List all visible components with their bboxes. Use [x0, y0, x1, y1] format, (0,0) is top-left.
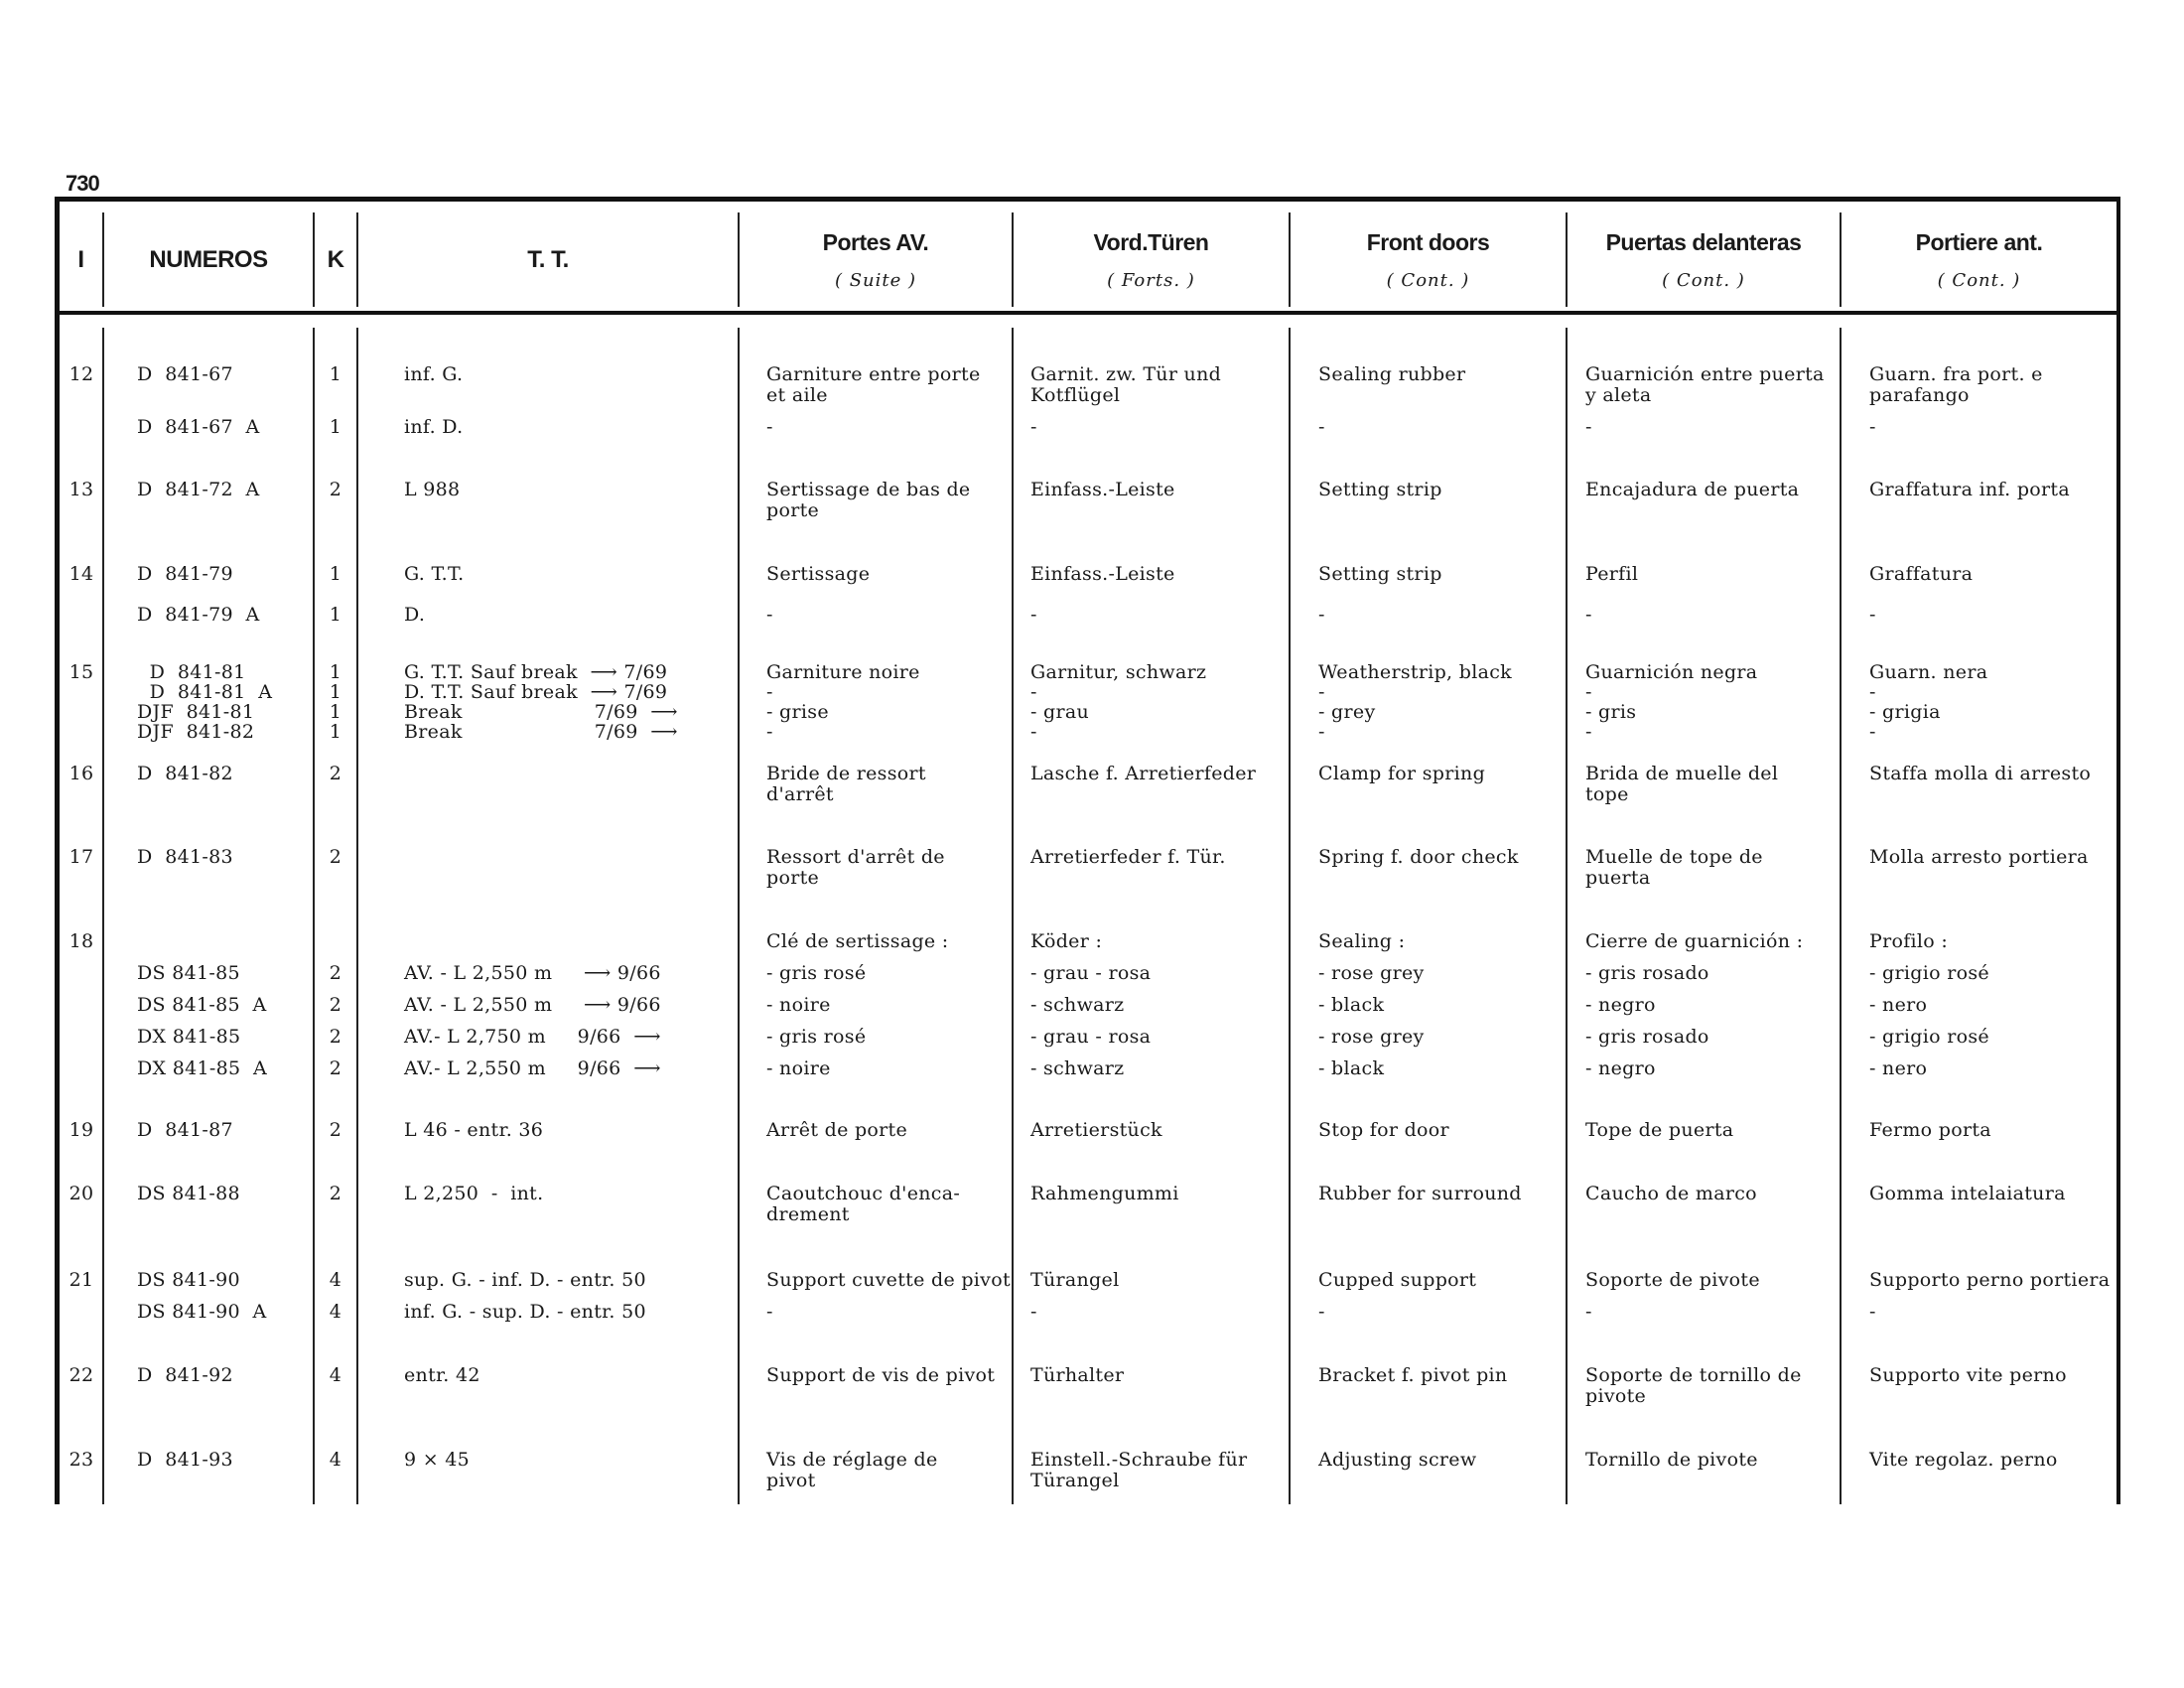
german-desc-cell: Lasche f. Arretierfeder [1030, 763, 1257, 784]
row-index-cell: 23 [68, 1449, 94, 1471]
part-number-cell: D 841-87 [137, 1119, 233, 1141]
part-number-cell: DS 841-90 [137, 1269, 240, 1291]
header-separator [55, 311, 2120, 315]
spanish-desc-cell: Soporte de pivote [1585, 1269, 1760, 1291]
header-german-title: Vord.Türen [1093, 228, 1209, 255]
part-number-cell: D 841-82 [137, 763, 233, 784]
german-desc-cell: Arretierfeder f. Tür. [1030, 846, 1226, 868]
italian-desc-cell: Profilo : [1869, 930, 1949, 952]
header-k-label: K [327, 245, 344, 273]
english-desc-cell: Clamp for spring [1318, 763, 1486, 784]
french-desc-cell: Sertissage de bas de porte [766, 479, 971, 521]
spanish-desc-cell: - gris rosado [1585, 962, 1709, 984]
header-english-sub: ( Cont. ) [1386, 269, 1470, 291]
quantity-cell: 2 [329, 962, 342, 984]
quantity-cell: 4 [329, 1364, 342, 1386]
spanish-desc-cell: - gris rosado [1585, 1026, 1709, 1048]
german-desc-cell: - [1030, 416, 1037, 438]
spanish-desc-cell: - negro [1585, 994, 1656, 1016]
part-number-cell: D 841-81 D 841-81 A DJF 841-81 DJF 841-82 [137, 661, 273, 743]
tt-cell: D. [404, 604, 426, 626]
german-desc-cell: Einstell.-Schraube für Türangel [1030, 1449, 1248, 1491]
italian-desc-cell: Guarn. fra port. e parafango [1869, 363, 2043, 406]
german-desc-cell: Türhalter [1030, 1364, 1125, 1386]
spanish-desc-cell: Guarnición negra - - gris - [1585, 661, 1758, 743]
part-number-cell: D 841-67 A [137, 416, 260, 438]
header-english [1291, 212, 1566, 307]
english-desc-cell: Rubber for surround [1318, 1183, 1522, 1204]
french-desc-cell: Sertissage [766, 563, 871, 585]
english-desc-cell: - black [1318, 1057, 1385, 1079]
quantity-cell: 1 [329, 363, 342, 385]
tt-cell: L 988 [404, 479, 461, 500]
english-desc-cell: Sealing rubber [1318, 363, 1466, 385]
french-desc-cell: Ressort d'arrêt de porte [766, 846, 945, 889]
spanish-desc-cell: Perfil [1585, 563, 1639, 585]
quantity-cell: 4 [329, 1269, 342, 1291]
italian-desc-cell: Staffa molla di arresto [1869, 763, 2092, 784]
quantity-cell: 2 [329, 1119, 342, 1141]
header-k [315, 212, 356, 307]
header-tt-label: T. T. [527, 245, 569, 273]
page-number: 730 [66, 171, 99, 196]
german-desc-cell: Rahmengummi [1030, 1183, 1179, 1204]
german-desc-cell: - grau - rosa [1030, 1026, 1152, 1048]
quantity-cell: 2 [329, 994, 342, 1016]
english-desc-cell: Adjusting screw [1318, 1449, 1477, 1471]
header-spanish-sub: ( Cont. ) [1662, 269, 1745, 291]
french-desc-cell: Clé de sertissage : [766, 930, 949, 952]
part-number-cell: DX 841-85 [137, 1026, 241, 1048]
part-number-cell: D 841-79 [137, 563, 233, 585]
french-desc-cell: Support cuvette de pivot [766, 1269, 1011, 1291]
german-desc-cell: - [1030, 1301, 1037, 1323]
quantity-cell: 2 [329, 1026, 342, 1048]
part-number-cell: DX 841-85 A [137, 1057, 268, 1079]
spanish-desc-cell: Tope de puerta [1585, 1119, 1734, 1141]
german-desc-cell: - [1030, 604, 1037, 626]
french-desc-cell: - [766, 1301, 773, 1323]
german-desc-cell: - schwarz [1030, 994, 1125, 1016]
quantity-cell: 2 [329, 763, 342, 784]
tt-cell: 9 × 45 [404, 1449, 471, 1471]
quantity-cell: 1 1 1 1 [329, 661, 342, 743]
header-index-label: I [77, 245, 84, 273]
header-german-sub: ( Forts. ) [1107, 269, 1195, 291]
spanish-desc-cell: Guarnición entre puerta y aleta [1585, 363, 1825, 406]
english-desc-cell: Sealing : [1318, 930, 1406, 952]
italian-desc-cell: Vite regolaz. perno [1869, 1449, 2058, 1471]
german-desc-cell: Türangel [1030, 1269, 1120, 1291]
english-desc-cell: - rose grey [1318, 962, 1425, 984]
english-desc-cell: - rose grey [1318, 1026, 1425, 1048]
italian-desc-cell: - [1869, 416, 1876, 438]
tt-cell: G. T.T. [404, 563, 465, 585]
row-index-cell: 18 [68, 930, 94, 952]
german-desc-cell: Garnit. zw. Tür und Kotflügel [1030, 363, 1222, 406]
english-desc-cell: - [1318, 416, 1325, 438]
german-desc-cell: - schwarz [1030, 1057, 1125, 1079]
italian-desc-cell: Supporto vite perno [1869, 1364, 2067, 1386]
tt-cell: AV.- L 2,550 m 9/66 ⟶ [404, 1057, 661, 1079]
english-desc-cell: - [1318, 604, 1325, 626]
french-desc-cell: - gris rosé [766, 962, 867, 984]
italian-desc-cell: Guarn. nera - - grigia - [1869, 661, 1988, 743]
header-french-title: Portes AV. [822, 228, 929, 255]
french-desc-cell: - gris rosé [766, 1026, 867, 1048]
tt-cell: G. T.T. Sauf break ⟶ 7/69 D. T.T. Sauf break ⟶ 7/69 Break 7/69 ⟶ Break 7/69 ⟶ [404, 661, 678, 743]
german-desc-cell: Köder : [1030, 930, 1103, 952]
french-desc-cell: Arrêt de porte [766, 1119, 908, 1141]
spanish-desc-cell: Soporte de tornillo de pivote [1585, 1364, 1802, 1407]
french-desc-cell: Vis de réglage de pivot [766, 1449, 938, 1491]
row-index-cell: 21 [68, 1269, 94, 1291]
header-numeros [104, 212, 313, 307]
italian-desc-cell: - [1869, 1301, 1876, 1323]
spanish-desc-cell: Caucho de marco [1585, 1183, 1757, 1204]
german-desc-cell: Einfass.-Leiste [1030, 563, 1175, 585]
french-desc-cell: - [766, 604, 773, 626]
italian-desc-cell: - [1869, 604, 1876, 626]
column-divider [313, 328, 315, 1504]
column-divider [102, 328, 104, 1504]
header-italian-title: Portiere ant. [1915, 228, 2043, 255]
row-index-cell: 12 [68, 363, 94, 385]
tt-cell: L 2,250 - int. [404, 1183, 544, 1204]
quantity-cell: 2 [329, 1057, 342, 1079]
column-divider [1012, 328, 1014, 1504]
english-desc-cell: Weatherstrip, black - - grey - [1318, 661, 1512, 743]
english-desc-cell: - [1318, 1301, 1325, 1323]
spanish-desc-cell: Tornillo de pivote [1585, 1449, 1758, 1471]
row-index-cell: 22 [68, 1364, 94, 1386]
quantity-cell: 4 [329, 1449, 342, 1471]
column-divider [356, 328, 358, 1504]
italian-desc-cell: Molla arresto portiera [1869, 846, 2089, 868]
part-number-cell: DS 841-85 [137, 962, 240, 984]
column-divider [1566, 328, 1568, 1504]
header-french [740, 212, 1012, 307]
german-desc-cell: - grau - rosa [1030, 962, 1152, 984]
french-desc-cell: - noire [766, 1057, 831, 1079]
english-desc-cell: Setting strip [1318, 563, 1442, 585]
row-index-cell: 15 [68, 661, 94, 683]
english-desc-cell: Bracket f. pivot pin [1318, 1364, 1508, 1386]
german-desc-cell: Einfass.-Leiste [1030, 479, 1175, 500]
part-number-cell: D 841-83 [137, 846, 233, 868]
row-index-cell: 16 [68, 763, 94, 784]
italian-desc-cell: Supporto perno portiera [1869, 1269, 2111, 1291]
quantity-cell: 4 [329, 1301, 342, 1323]
english-desc-cell: Cupped support [1318, 1269, 1477, 1291]
quantity-cell: 1 [329, 604, 342, 626]
spanish-desc-cell: - [1585, 1301, 1592, 1323]
header-spanish-title: Puertas delanteras [1605, 228, 1802, 255]
english-desc-cell: Setting strip [1318, 479, 1442, 500]
italian-desc-cell: Graffatura inf. porta [1869, 479, 2070, 500]
header-index [60, 212, 102, 307]
tt-cell: sup. G. - inf. D. - entr. 50 [404, 1269, 646, 1291]
quantity-cell: 2 [329, 479, 342, 500]
part-number-cell: D 841-67 [137, 363, 233, 385]
column-divider [1289, 328, 1291, 1504]
spanish-desc-cell: Encajadura de puerta [1585, 479, 1800, 500]
tt-cell: L 46 - entr. 36 [404, 1119, 544, 1141]
italian-desc-cell: - nero [1869, 1057, 1928, 1079]
row-index-cell: 19 [68, 1119, 94, 1141]
french-desc-cell: Garniture entre porte et aile [766, 363, 981, 406]
spanish-desc-cell: Brida de muelle del tope [1585, 763, 1779, 805]
part-number-cell: D 841-93 [137, 1449, 233, 1471]
tt-cell: inf. D. [404, 416, 464, 438]
row-index-cell: 20 [68, 1183, 94, 1204]
english-desc-cell: - black [1318, 994, 1385, 1016]
italian-desc-cell: - grigio rosé [1869, 962, 1989, 984]
header-spanish [1568, 212, 1840, 307]
quantity-cell: 2 [329, 1183, 342, 1204]
spanish-desc-cell: - negro [1585, 1057, 1656, 1079]
french-desc-cell: Support de vis de pivot [766, 1364, 996, 1386]
italian-desc-cell: - grigio rosé [1869, 1026, 1989, 1048]
french-desc-cell: Bride de ressort d'arrêt [766, 763, 926, 805]
part-number-cell: D 841-79 A [137, 604, 260, 626]
italian-desc-cell: - nero [1869, 994, 1928, 1016]
header-english-title: Front doors [1366, 228, 1490, 255]
column-divider [1840, 328, 1842, 1504]
tt-cell: inf. G. - sup. D. - entr. 50 [404, 1301, 646, 1323]
quantity-cell: 1 [329, 416, 342, 438]
german-desc-cell: Garnitur, schwarz - - grau - [1030, 661, 1207, 743]
spanish-desc-cell: - [1585, 604, 1592, 626]
tt-cell: AV. - L 2,550 m ⟶ 9/66 [404, 994, 661, 1016]
quantity-cell: 2 [329, 846, 342, 868]
header-tt [358, 212, 738, 307]
english-desc-cell: Stop for door [1318, 1119, 1449, 1141]
column-divider [738, 328, 740, 1504]
part-number-cell: DS 841-90 A [137, 1301, 267, 1323]
tt-cell: inf. G. [404, 363, 464, 385]
french-desc-cell: Garniture noire - - grise - [766, 661, 920, 743]
part-number-cell: DS 841-88 [137, 1183, 240, 1204]
tt-cell: AV. - L 2,550 m ⟶ 9/66 [404, 962, 661, 984]
tt-cell: AV.- L 2,750 m 9/66 ⟶ [404, 1026, 661, 1048]
header-german [1014, 212, 1289, 307]
row-index-cell: 17 [68, 846, 94, 868]
tt-cell: entr. 42 [404, 1364, 480, 1386]
part-number-cell: DS 841-85 A [137, 994, 267, 1016]
spanish-desc-cell: - [1585, 416, 1592, 438]
row-index-cell: 13 [68, 479, 94, 500]
italian-desc-cell: Gomma intelaiatura [1869, 1183, 2066, 1204]
header-french-sub: ( Suite ) [834, 269, 917, 291]
quantity-cell: 1 [329, 563, 342, 585]
header-numeros-label: NUMEROS [149, 245, 268, 273]
italian-desc-cell: Fermo porta [1869, 1119, 1991, 1141]
german-desc-cell: Arretierstück [1030, 1119, 1162, 1141]
part-number-cell: D 841-72 A [137, 479, 260, 500]
row-index-cell: 14 [68, 563, 94, 585]
part-number-cell: D 841-92 [137, 1364, 233, 1386]
french-desc-cell: Caoutchouc d'enca- drement [766, 1183, 961, 1225]
italian-desc-cell: Graffatura [1869, 563, 1974, 585]
spanish-desc-cell: Cierre de guarnición : [1585, 930, 1804, 952]
english-desc-cell: Spring f. door check [1318, 846, 1519, 868]
french-desc-cell: - [766, 416, 773, 438]
spanish-desc-cell: Muelle de tope de puerta [1585, 846, 1763, 889]
french-desc-cell: - noire [766, 994, 831, 1016]
header-italian-sub: ( Cont. ) [1937, 269, 2021, 291]
header-italian [1842, 212, 2116, 307]
